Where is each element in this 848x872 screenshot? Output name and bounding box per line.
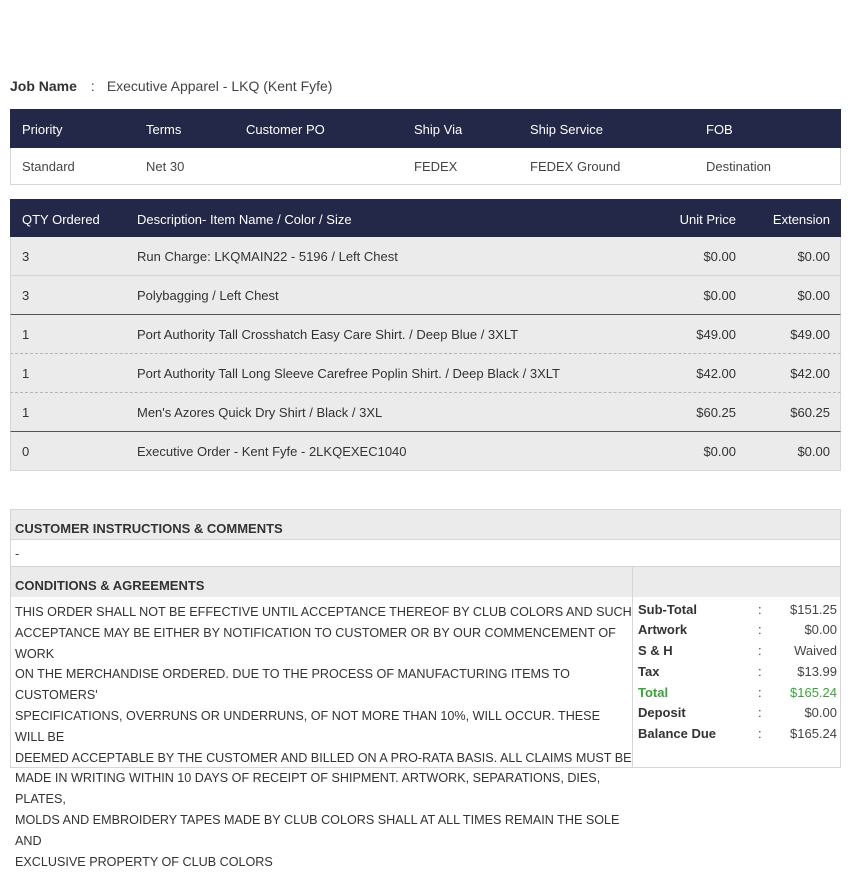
job-name-line: [10, 78, 332, 96]
header-qty: QTY Ordered: [22, 212, 100, 227]
tax-colon: :: [758, 664, 762, 679]
value-fob: Destination: [706, 159, 772, 174]
deposit-colon: :: [758, 705, 762, 720]
totals-header-bar: [633, 567, 840, 597]
artwork-value: $0.00: [804, 622, 837, 637]
row-unit-price: $42.00: [696, 366, 736, 381]
conditions-line: THIS ORDER SHALL NOT BE EFFECTIVE UNTIL ACCEPTANCE THEREOF BY CLUB COLORS AND SUCH: [15, 605, 632, 619]
header-terms: Terms: [146, 122, 182, 137]
shipping-value: Waived: [794, 643, 837, 658]
row-unit-price: $0.00: [703, 249, 736, 264]
totals-row-balance-due: [633, 726, 841, 746]
table-row: [10, 432, 841, 471]
totals-row-tax: [633, 664, 841, 684]
row-description: Port Authority Tall Long Sleeve Carefree Poplin Shirt. / Deep Black / 3XLT: [137, 366, 560, 381]
table-row: [10, 354, 841, 393]
conditions-line: SPECIFICATIONS, OVERRUNS OR UNDERRUNS, OF NOT MORE THAN 10%, WILL OCCUR. THESE WILL BE: [15, 708, 600, 744]
order-info-row: [10, 148, 841, 185]
row-extension: $0.00: [797, 444, 830, 459]
total-label: Total: [638, 685, 669, 700]
header-unit-price: Unit Price: [679, 212, 736, 227]
totals-panel: [633, 566, 841, 768]
conditions-line: ON THE MERCHANDISE ORDERED. DUE TO THE PROCESS OF MANUFACTURING ITEMS TO CUSTOMERS': [15, 667, 570, 703]
job-name-separator: :: [90, 78, 95, 94]
conditions-section: [10, 566, 633, 869]
header-priority: Priority: [22, 122, 63, 137]
row-qty: 1: [22, 366, 30, 381]
row-qty: 3: [22, 249, 30, 264]
conditions-line: DEEMED ACCEPTABLE BY THE CUSTOMER AND BILLED ON A PRO-RATA BASIS. ALL CLAIMS MUST BE: [15, 750, 632, 765]
value-terms: Net 30: [146, 159, 185, 174]
value-ship-via: FEDEX: [414, 159, 458, 174]
conditions-text: [11, 597, 632, 872]
line-items-header: [10, 199, 841, 237]
conditions-title: CONDITIONS & AGREEMENTS: [11, 567, 632, 597]
total-colon: :: [758, 685, 762, 700]
subtotal-label: Sub-Total: [638, 602, 697, 617]
total-value: $165.24: [790, 685, 837, 700]
header-customer-po: Customer PO: [246, 122, 325, 137]
row-description: Polybagging / Left Chest: [137, 288, 279, 303]
row-qty: 3: [22, 288, 30, 303]
shipping-colon: :: [758, 643, 762, 658]
tax-label: Tax: [638, 664, 660, 679]
header-fob: FOB: [706, 122, 733, 137]
deposit-label: Deposit: [638, 705, 686, 720]
order-info-header: [10, 109, 841, 148]
balance-due-colon: :: [758, 726, 762, 741]
totals-row-shipping: [633, 643, 841, 663]
subtotal-value: $151.25: [790, 602, 837, 617]
header-ship-via: Ship Via: [414, 122, 463, 137]
header-ship-service: Ship Service: [530, 122, 603, 137]
order-info-table: [10, 109, 841, 185]
value-priority: Standard: [22, 159, 75, 174]
row-extension: $60.25: [790, 405, 830, 420]
totals-row-subtotal: [633, 602, 841, 622]
artwork-colon: :: [758, 622, 762, 637]
customer-instructions-text: -: [10, 540, 841, 566]
conditions-line: MADE IN WRITING WITHIN 10 DAYS OF RECEIPT OF SHIPMENT. ARTWORK, SEPARATIONS, DIES, PLATES,: [15, 771, 601, 807]
table-row: [10, 315, 841, 354]
row-extension: $42.00: [790, 366, 830, 381]
conditions-line: ACCEPTANCE MAY BE EITHER BY NOTIFICATION TO CUSTOMER OR BY OUR COMMENCEMENT OF WORK: [15, 625, 616, 661]
job-name-value: Executive Apparel - LKQ (Kent Fyfe): [106, 78, 333, 94]
table-row: [10, 237, 841, 276]
conditions-line: EXCLUSIVE PROPERTY OF CLUB COLORS: [15, 854, 273, 869]
shipping-label: S & H: [638, 643, 673, 658]
tax-value: $13.99: [797, 664, 837, 679]
row-extension: $0.00: [797, 288, 830, 303]
conditions-line: MOLDS AND EMBROIDERY TAPES MADE BY CLUB COLORS SHALL AT ALL TIMES REMAIN THE SOLE AND: [15, 812, 620, 848]
customer-instructions-title: CUSTOMER INSTRUCTIONS & COMMENTS: [10, 509, 841, 540]
row-description: Executive Order - Kent Fyfe - 2LKQEXEC1040: [137, 444, 407, 459]
balance-due-label: Balance Due: [638, 726, 717, 741]
row-qty: 1: [22, 327, 30, 342]
header-description: Description- Item Name / Color / Size: [137, 212, 352, 227]
row-unit-price: $0.00: [703, 288, 736, 303]
table-row: [10, 393, 841, 432]
deposit-value: $0.00: [804, 705, 837, 720]
job-name-label: Job Name: [10, 78, 77, 94]
row-qty: 1: [22, 405, 30, 420]
table-row: [10, 276, 841, 315]
value-ship-service: FEDEX Ground: [530, 159, 621, 174]
totals-row-deposit: [633, 705, 841, 725]
balance-due-value: $165.24: [790, 726, 837, 741]
row-qty: 0: [22, 444, 30, 459]
row-unit-price: $49.00: [696, 327, 736, 342]
row-description: Run Charge: LKQMAIN22 - 5196 / Left Chest: [137, 249, 398, 264]
line-items-table: [10, 199, 841, 471]
row-unit-price: $60.25: [696, 405, 736, 420]
row-extension: $0.00: [797, 249, 830, 264]
artwork-label: Artwork: [638, 622, 688, 637]
customer-instructions-section: [10, 509, 841, 566]
totals-row-artwork: [633, 622, 841, 642]
totals-row-total: [633, 685, 841, 705]
subtotal-colon: :: [758, 602, 762, 617]
row-unit-price: $0.00: [703, 444, 736, 459]
row-description: Men's Azores Quick Dry Shirt / Black / 3XL: [137, 405, 383, 420]
row-description: Port Authority Tall Crosshatch Easy Care Shirt. / Deep Blue / 3XLT: [137, 327, 519, 342]
row-extension: $49.00: [790, 327, 830, 342]
header-extension: Extension: [772, 212, 830, 227]
